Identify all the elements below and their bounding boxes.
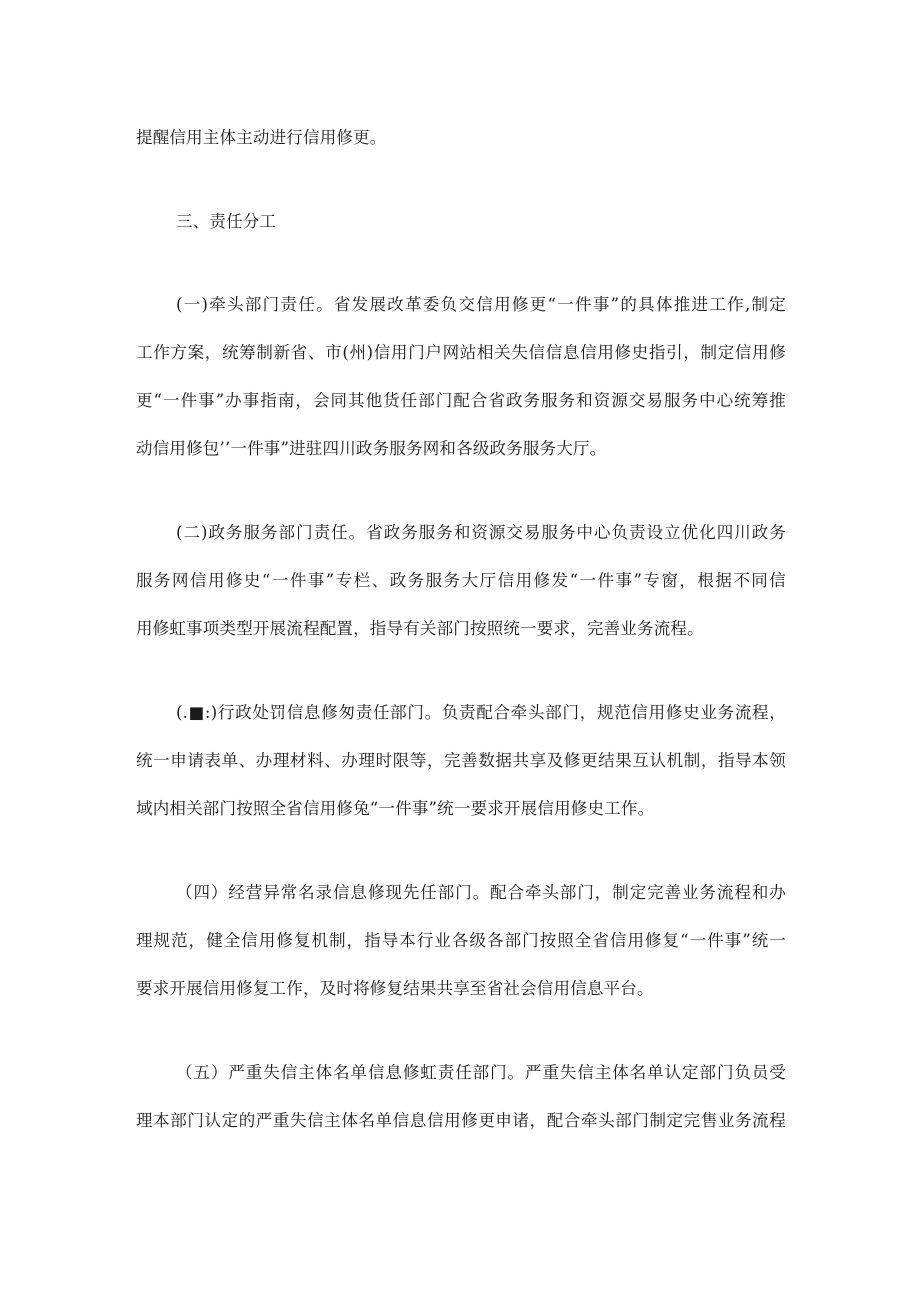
paragraph-line: 理规范，健全信用修复机制，指导本行业各级各部门按照全省信用修复“一件事”统一 — [136, 931, 786, 950]
paragraph-line: 用修虹事项类型开展流程配置，指导有关部门按照统一要求，完善业务流程。 — [136, 619, 704, 638]
section-heading: 三、责任分工 — [176, 212, 277, 231]
paragraph-line: 服务网信用修史“一件事”专栏、政务服务大厅信用修发“一件事”专窗，根据不同信 — [136, 571, 786, 590]
paragraph-line: 要求开展信用修复工作，及时将修复结果共享至省社会信用信息平台。 — [136, 979, 654, 998]
paragraph-line: 理本部门认定的严重失信主体名单信息信用修更申诸，配合牵头部门制定完售业务流程 — [136, 1111, 786, 1130]
paragraph-line: (一)牵头部门责任。省发展改革委负交信用修更“一件事”的具体推进工作,制定 — [176, 295, 786, 314]
paragraph-line: 域内相关部门按照全省信用修兔“一件事”统一要求开展信用修史工作。 — [136, 799, 655, 818]
paragraph-line: 动信用修包’’一件事”进驻四川政务服务网和各级政务服务大厅。 — [136, 439, 607, 458]
paragraph-line: （四）经营异常名录信息修现先任部门。配合牵头部门，制定完善业务流程和办 — [176, 883, 786, 902]
paragraph-line: (二)政务服务部门责任。省政务服务和资源交易服务中心负责设立优化四川政务 — [176, 523, 786, 542]
paragraph-line: (.■:)行政处罚信息修匆责任部门。负责配合牵头部门，规范信用修史业务流程， — [176, 703, 786, 722]
paragraph-line: （五）严重失信主体名单信息修虹责任部门。严重失信主体名单认定部门负员受 — [176, 1063, 786, 1082]
paragraph-line: 工作方案，统筹制新省、市(州)信用门户网站相关失信信息信用修史指引，制定信用修 — [136, 343, 786, 362]
paragraph-line: 更“一件事”办事指南，会同其他货任部门配合省政务服务和资源交易服务中心统筹推 — [136, 391, 786, 410]
paragraph-line: 提醒信用主体主动进行信用修更。 — [136, 128, 387, 147]
paragraph-line: 统一申请表单、办理材料、办理时限等，完善数据共享及修更结果互认机制，指导本领 — [136, 751, 786, 770]
